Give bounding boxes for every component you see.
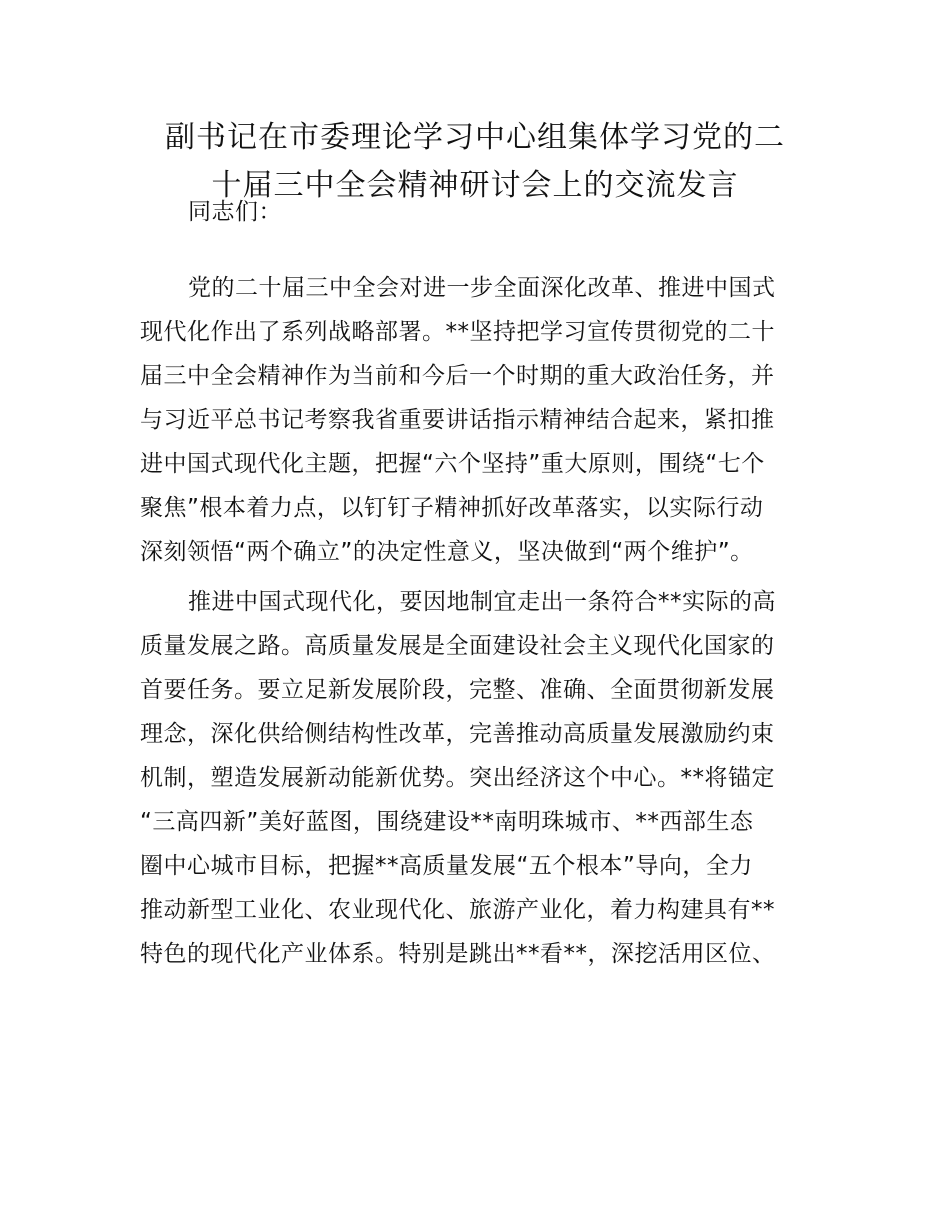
paragraph-2-line-9: 特色的现代化产业体系。特别是跳出**看**，深挖活用区位、 xyxy=(140,941,776,967)
title-line-1: 副书记在市委理论学习中心组集体学习党的二 xyxy=(165,120,785,155)
paragraph-2-line-1: 推进中国式现代化，要因地制宜走出一条符合**实际的高 xyxy=(188,589,776,615)
title-line-2: 十届三中全会精神研讨会上的交流发言 xyxy=(211,168,739,203)
paragraph-2-line-7: 圈中心城市目标，把握**高质量发展“五个根本”导向，全力 xyxy=(140,853,753,879)
paragraph-2-line-8: 推动新型工业化、农业现代化、旅游产业化，着力构建具有** xyxy=(140,897,775,923)
paragraph-1-line-5: 进中国式现代化主题，把握“六个坚持”重大原则，围绕“七个 xyxy=(140,451,765,477)
paragraph-1-line-4: 与习近平总书记考察我省重要讲话指示精神结合起来，紧扣推 xyxy=(140,407,775,433)
paragraph-2-line-6: “三高四新”美好蓝图，围绕建设**南明珠城市、**西部生态 xyxy=(140,809,754,835)
paragraph-1-line-6: 聚焦”根本着力点，以钉钉子精神抓好改革落实，以实际行动 xyxy=(140,495,764,521)
paragraph-1-line-1: 党的二十届三中全会对进一步全面深化改革、推进中国式 xyxy=(188,275,776,301)
salutation: 同志们： xyxy=(188,199,282,225)
paragraph-2-line-3: 首要任务。要立足新发展阶段，完整、准确、全面贯彻新发展 xyxy=(140,677,775,703)
paragraph-2-line-4: 理念，深化供给侧结构性改革，完善推动高质量发展激励约束 xyxy=(140,721,775,747)
paragraph-2-line-2: 质量发展之路。高质量发展是全面建设社会主义现代化国家的 xyxy=(140,633,775,659)
paragraph-1-line-3: 届三中全会精神作为当前和今后一个时期的重大政治任务，并 xyxy=(140,363,775,389)
paragraph-1-line-7: 深刻领悟“两个确立”的决定性意义，坚决做到“两个维护”。 xyxy=(140,539,754,565)
paragraph-1-line-2: 现代化作出了系列战略部署。**坚持把学习宣传贯彻党的二十 xyxy=(140,319,775,345)
paragraph-2-line-5: 机制，塑造发展新动能新优势。突出经济这个中心。**将锚定 xyxy=(140,765,775,791)
